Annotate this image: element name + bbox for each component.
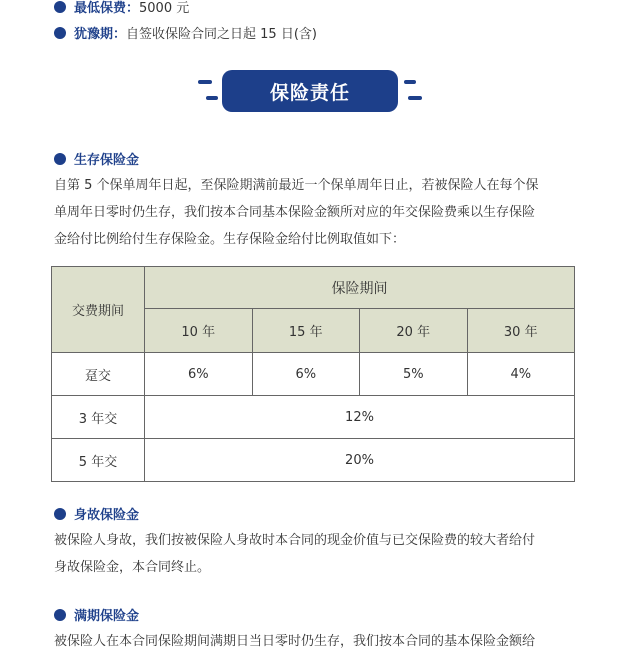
paragraph-line: 单周年日零时仍生存，我们按本合同基本保险金额所对应的年交保险费乘以生存保险 xyxy=(54,205,536,220)
bullet-icon xyxy=(54,508,66,520)
info-value: 5000 元 xyxy=(139,1,190,16)
period-col-header: 20 年 xyxy=(360,309,468,353)
section-title-text: 生存保险金 xyxy=(74,153,140,168)
death-paragraph xyxy=(54,527,578,581)
table-row xyxy=(52,353,575,396)
table-row xyxy=(52,439,575,482)
period-col-header: 30 年 xyxy=(467,309,575,353)
table-cell-merged: 12% xyxy=(145,396,575,439)
paragraph-line: 自第 5 个保单周年日起，至保险期满前最近一个保单周年日止，若被保险人在每个保 xyxy=(54,178,539,193)
section-banner xyxy=(198,68,424,114)
section-title-text: 满期保险金 xyxy=(74,609,140,624)
bullet-icon xyxy=(54,27,66,39)
section-title-text: 身故保险金 xyxy=(74,508,140,523)
table-cell: 6% xyxy=(252,353,360,396)
info-key: 犹豫期： xyxy=(74,27,127,42)
maturity-section-title xyxy=(54,605,139,624)
survival-section-title xyxy=(54,149,139,168)
insurance-period-header: 保险期间 xyxy=(145,267,575,309)
row-label: 3 年交 xyxy=(52,396,145,439)
paragraph-line: 被保险人在本合同保险期间满期日当日零时仍生存，我们按本合同的基本保险金额给 xyxy=(54,634,536,649)
period-col-header: 15 年 xyxy=(252,309,360,353)
info-row-min-premium xyxy=(54,0,189,16)
survival-paragraph xyxy=(54,172,578,253)
paragraph-line: 被保险人身故，我们按被保险人身故时本合同的现金价值与已交保险费的较大者给付 xyxy=(54,533,536,548)
info-value: 自签收保险合同之日起 15 日(含) xyxy=(126,27,317,42)
table-cell-merged: 20% xyxy=(145,439,575,482)
table-row xyxy=(52,396,575,439)
payment-period-header: 交费期间 xyxy=(52,267,145,353)
row-label: 5 年交 xyxy=(52,439,145,482)
paragraph-line: 身故保险金，本合同终止。 xyxy=(54,560,211,575)
info-key: 最低保费： xyxy=(74,1,140,16)
bullet-icon xyxy=(54,609,66,621)
row-label: 趸交 xyxy=(52,353,145,396)
table-cell: 5% xyxy=(360,353,468,396)
bullet-icon xyxy=(54,153,66,165)
banner-dash-right-top xyxy=(404,80,416,84)
table-cell: 4% xyxy=(467,353,575,396)
banner-dash-left-top xyxy=(198,80,212,84)
table-cell: 6% xyxy=(145,353,253,396)
period-col-header: 10 年 xyxy=(145,309,253,353)
survival-ratio-table xyxy=(51,266,575,482)
death-section-title xyxy=(54,504,139,523)
maturity-paragraph xyxy=(54,628,578,655)
info-row-cooling-off xyxy=(54,23,317,42)
banner-dash-left-bottom xyxy=(206,96,218,100)
paragraph-line: 金给付比例给付生存保险金。生存保险金给付比例取值如下： xyxy=(54,232,406,247)
banner-dash-right-bottom xyxy=(408,96,422,100)
banner-title: 保险责任 xyxy=(222,70,398,112)
bullet-icon xyxy=(54,1,66,13)
